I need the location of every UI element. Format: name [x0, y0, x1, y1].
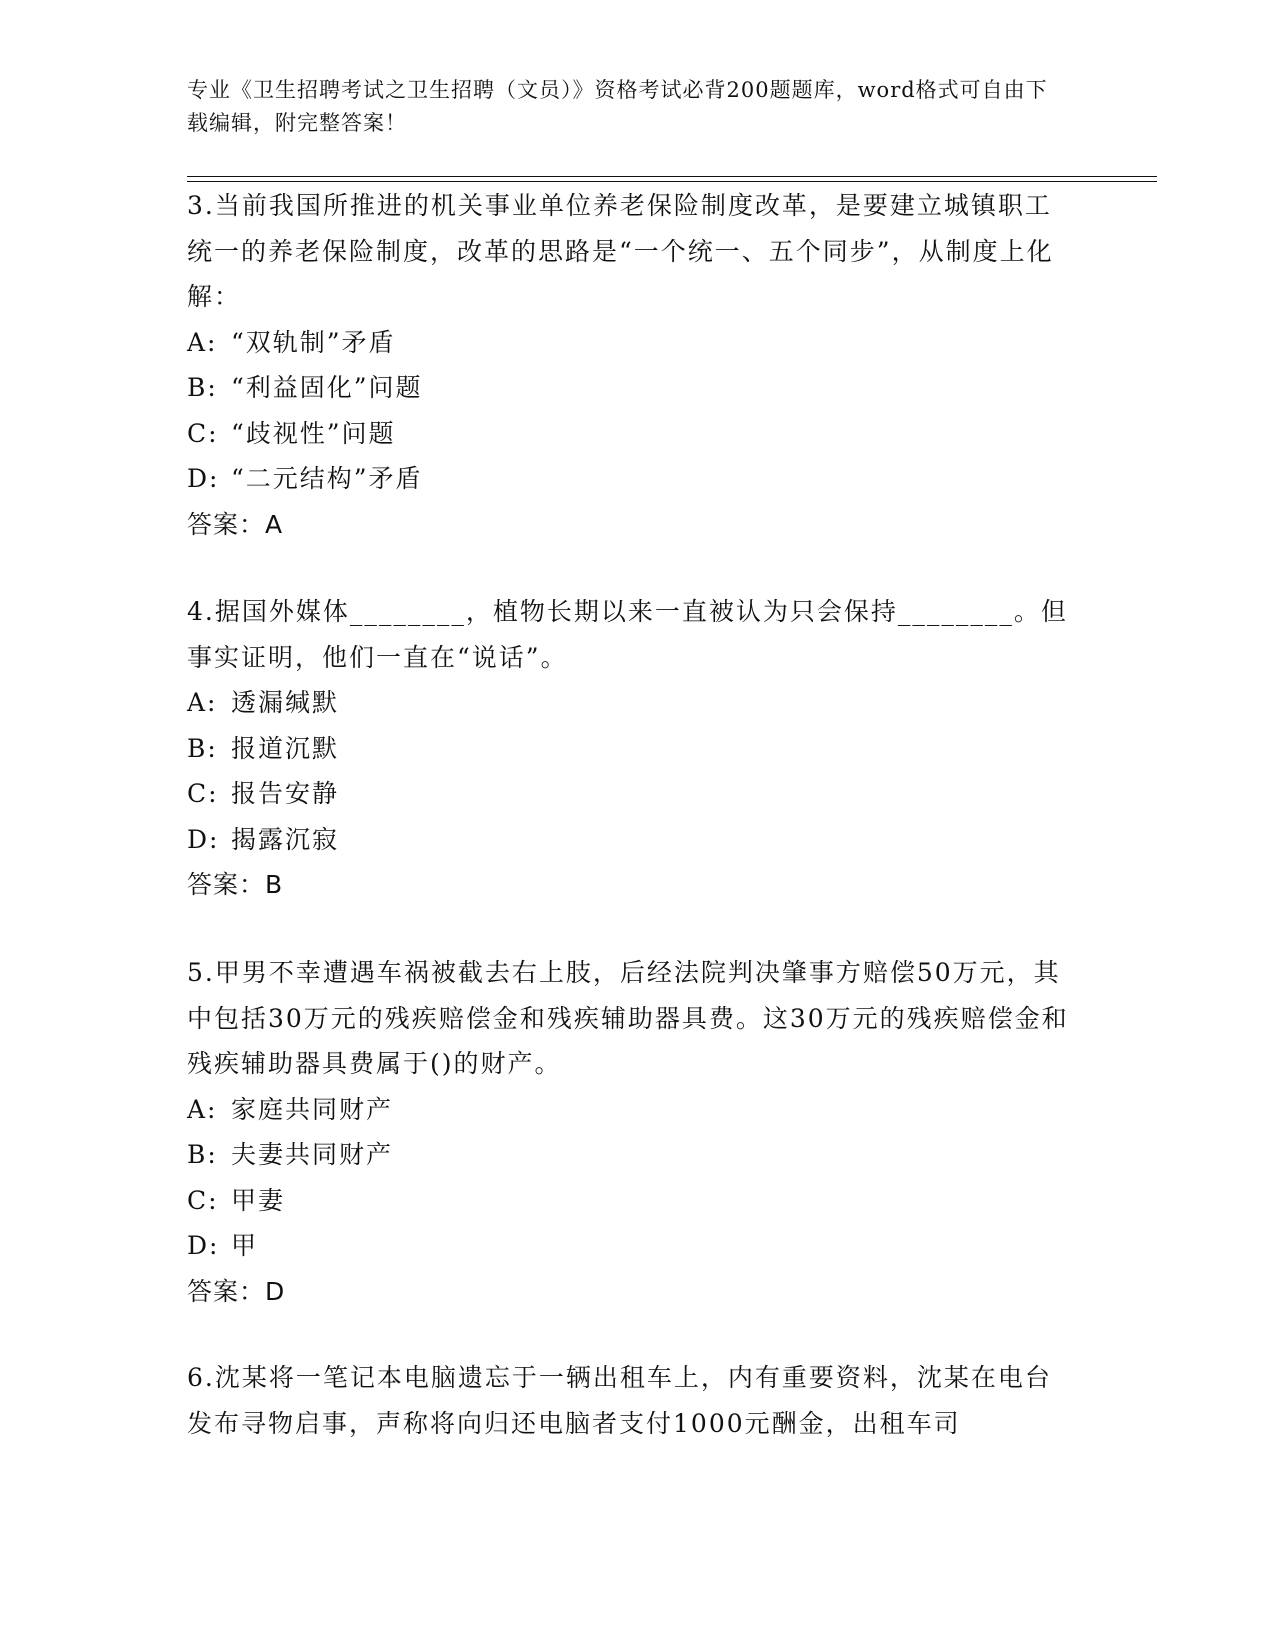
option-c [187, 411, 1077, 457]
option-a [187, 680, 1077, 726]
option-key: A: [187, 688, 218, 717]
option-key: A: [187, 1094, 218, 1124]
option-text: 甲 [231, 1231, 259, 1260]
option-key: C: [187, 1185, 219, 1215]
option-text: “双轨制”矛盾 [231, 327, 396, 357]
option-text: 透漏缄默 [231, 688, 340, 717]
question-stem: 3.当前我国所推进的机关事业单位养老保险制度改革，是要建立城镇职工统一的养老保险制度，改革的思路是“一个统一、五个同步”，从制度上化解： [187, 191, 1054, 311]
option-text: 甲妻 [231, 1185, 286, 1215]
option-text: “利益固化”问题 [231, 373, 423, 402]
option-key: A: [187, 327, 218, 357]
option-text: 报告安静 [231, 779, 340, 808]
option-a [187, 1087, 1077, 1133]
option-key: C: [187, 779, 219, 808]
header-divider-line [187, 176, 1157, 177]
question-5 [187, 950, 1077, 1314]
option-c [187, 771, 1077, 817]
option-d [187, 456, 1077, 502]
option-b [187, 365, 1077, 411]
question-6 [187, 1355, 1077, 1446]
option-key: C: [187, 418, 219, 448]
option-d [187, 817, 1077, 863]
question-4 [187, 589, 1077, 908]
option-key: D: [187, 1231, 220, 1260]
option-c [187, 1178, 1077, 1224]
option-text: 夫妻共同财产 [231, 1140, 394, 1169]
option-key: B: [187, 373, 218, 402]
answer-line: 答案：A [187, 509, 284, 539]
option-d [187, 1223, 1077, 1269]
option-text: “二元结构”矛盾 [231, 464, 423, 493]
option-text: “歧视性”问题 [231, 418, 396, 448]
option-text: 家庭共同财产 [231, 1094, 394, 1124]
question-stem: 4.据国外媒体________，植物长期以来一直被认为只会保持________。但事实证明，他们一直在“说话”。 [187, 597, 1068, 672]
answer-line: 答案：B [187, 870, 284, 899]
option-key: B: [187, 1140, 218, 1169]
answer-line: 答案：D [187, 1276, 286, 1306]
option-a [187, 320, 1077, 366]
option-text: 揭露沉寂 [231, 824, 340, 854]
option-key: D: [187, 464, 220, 493]
question-stem: 5.甲男不幸遭遇车祸被截去右上肢，后经法院判决肇事方赔偿50万元，其中包括30万元的残疾赔偿金和残疾辅助器具费。这30万元的残疾赔偿金和残疾辅助器具费属于()的财产。 [187, 958, 1069, 1078]
question-stem: 6.沈某将一笔记本电脑遗忘于一辆出租车上，内有重要资料，沈某在电台发布寻物启事，声称将向归还电脑者支付1000元酬金，出租车司 [187, 1363, 1052, 1438]
option-key: B: [187, 733, 218, 763]
option-key: D: [187, 824, 220, 854]
document-header: 专业《卫生招聘考试之卫生招聘（文员）》资格考试必背200题题库，word格式可自由下载编辑，附完整答案！ [187, 78, 1048, 135]
option-b [187, 1132, 1077, 1178]
question-3 [187, 183, 1077, 547]
option-text: 报道沉默 [231, 733, 340, 763]
option-b [187, 726, 1077, 772]
header-divider-line-double [187, 181, 1157, 182]
